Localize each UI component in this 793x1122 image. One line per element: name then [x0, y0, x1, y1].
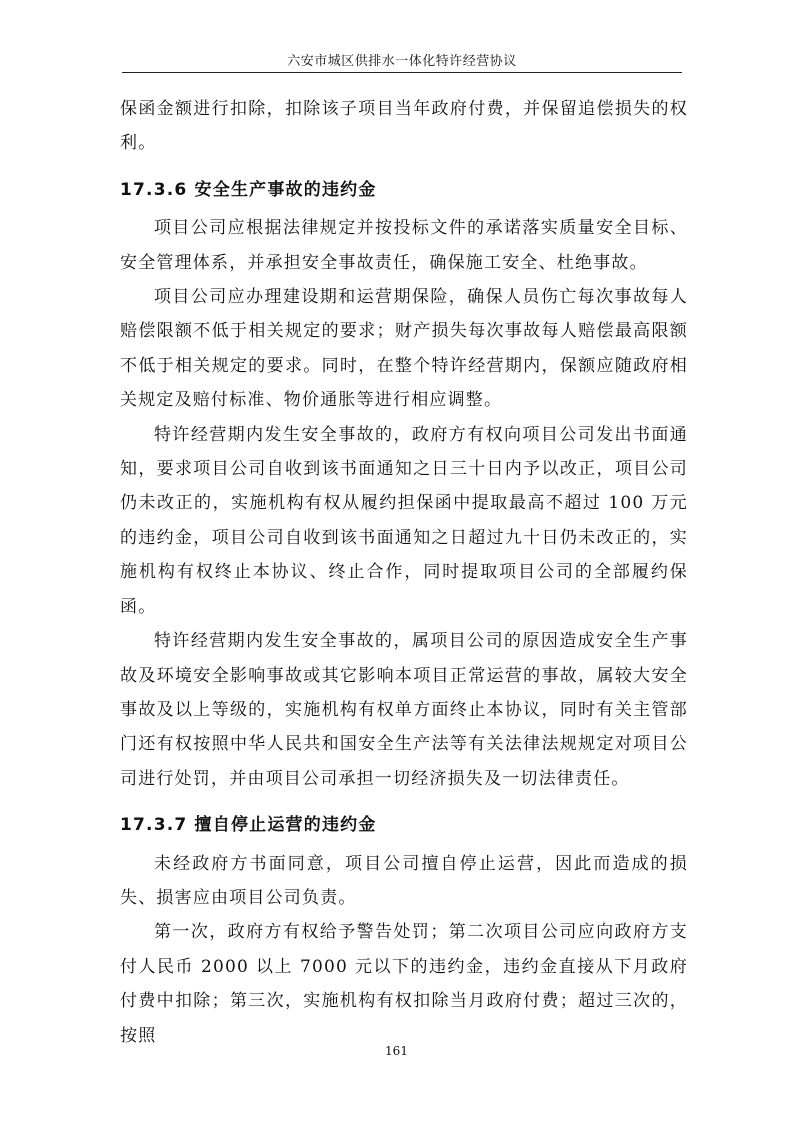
paragraph-continuation: 保函金额进行扣除，扣除该子项目当年政府付费，并保留追偿损失的权利。: [120, 99, 688, 154]
header-rule: [122, 72, 682, 73]
section-heading-17-3-6: 17.3.6 安全生产事故的违约金: [120, 179, 377, 200]
paragraph-safety-target: 项目公司应根据法律规定并按投标文件的承诺落实质量安全目标、安全管理体系，并承担安全事故责任，确保施工安全、杜绝事故。: [120, 218, 688, 273]
paragraph-major-accident: 特许经营期内发生安全事故的，属项目公司的原因造成安全生产事故及环境安全影响事故或其它影响本项目正常运营的事故，属较大安全事故及以上等级的，实施机构有权单方面终止本协议，同时有关主管部门还有权按照中华人民共和国安全生产法等有关法律法规规定对项目公司进行处罚，并由项目公司承担一切经济损失及一切法律责任。: [120, 631, 688, 789]
paragraph-safety-notice: 特许经营期内发生安全事故的，政府方有权向项目公司发出书面通知，要求项目公司自收到该书面通知之日三十日内予以改正，项目公司仍未改正的，实施机构有权从履约担保函中提取最高不超过 100 万元的违约金，项目公司自收到该书面通知之日超过九十日仍未改正的，实施机构有权终止本协议、终止合作，同时提取项目公司的全部履约保函。: [120, 424, 688, 617]
paragraph-insurance: 项目公司应办理建设期和运营期保险，确保人员伤亡每次事故每人赔偿限额不低于相关规定的要求；财产损失每次事故每人赔偿最高限额不低于相关规定的要求。同时，在整个特许经营期内，保额应随政府相关规定及赔付标准、物价通胀等进行相应调整。: [120, 287, 688, 411]
paragraph-penalty-steps: 第一次，政府方有权给予警告处罚；第二次项目公司应向政府方支付人民币 2000 以上 7000 元以下的违约金，违约金直接从下月政府付费中扣除；第三次，实施机构有权扣除当月政府付费；超过三次的，按照: [120, 922, 688, 1046]
paragraph-unauthorized-stop: 未经政府方书面同意，项目公司擅自停止运营，因此而造成的损失、损害应由项目公司负责。: [120, 853, 688, 908]
page-number: 161: [385, 1044, 408, 1058]
section-heading-17-3-7: 17.3.7 擅自停止运营的违约金: [120, 815, 377, 836]
running-header: 六安市城区供排水一体化特许经营协议: [287, 54, 517, 69]
document-body: [120, 92, 688, 1053]
